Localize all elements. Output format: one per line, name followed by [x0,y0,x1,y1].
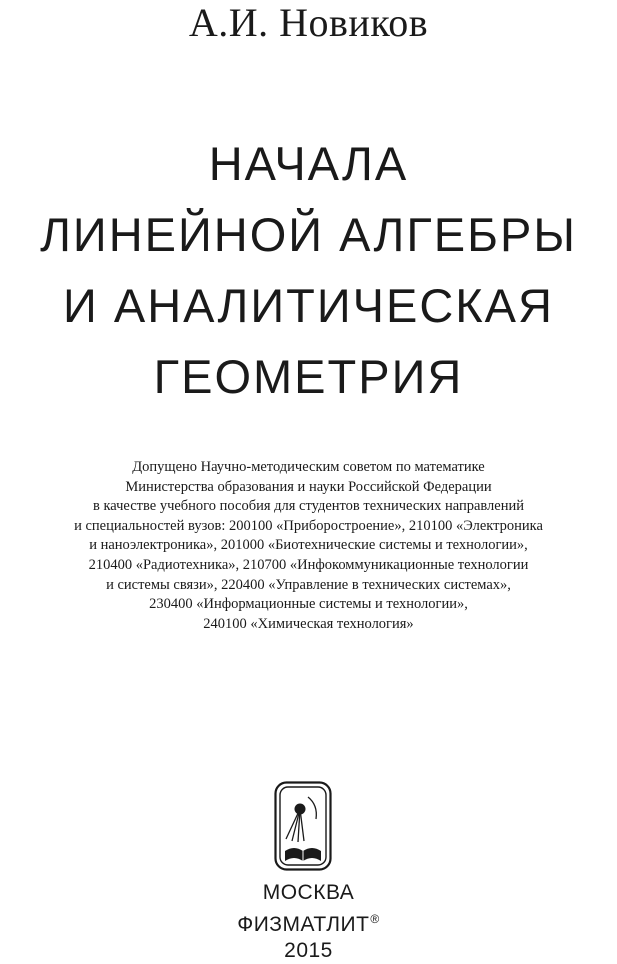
approval-line: 240100 «Химическая технология» [203,615,414,632]
approval-line: 210400 «Радиотехника», 210700 «Инфокоммуникационные технологии [88,556,529,573]
book-title [0,128,617,412]
publisher-city: МОСКВА [262,881,355,904]
approval-line: Министерства образования и науки Российской Федерации [125,478,492,495]
registered-mark: ® [370,912,380,926]
title-line-4: ГЕОМЕТРИЯ [153,350,464,403]
publisher-name: ФИЗМАТЛИТ [237,913,370,936]
approval-line: в качестве учебного пособия для студентов технических направлений [92,498,525,515]
approval-line: и наноэлектроника», 201000 «Биотехнические системы и технологии», [89,537,528,554]
author-name: А.И. Новиков [188,0,429,45]
approval-line: и системы связи», 220400 «Управление в технических системах», [106,576,511,593]
title-line-2: ЛИНЕЙНОЙ АЛГЕБРЫ [40,208,577,261]
publisher-block [0,880,617,964]
approval-text [0,458,617,634]
publication-year: 2015 [284,939,333,962]
publisher-name-line [0,906,617,938]
approval-line: и специальностей вузов: 200100 «Приборостроение», 210100 «Электроника [74,517,543,534]
title-line-1: НАЧАЛА [208,137,409,190]
approval-line: Допущено Научно-методическим советом по математике [132,459,485,475]
approval-line: 230400 «Информационные системы и технологии», [149,596,468,613]
title-line-3: И АНАЛИТИЧЕСКАЯ [63,279,554,332]
fizmatlit-logo-icon [274,781,332,871]
